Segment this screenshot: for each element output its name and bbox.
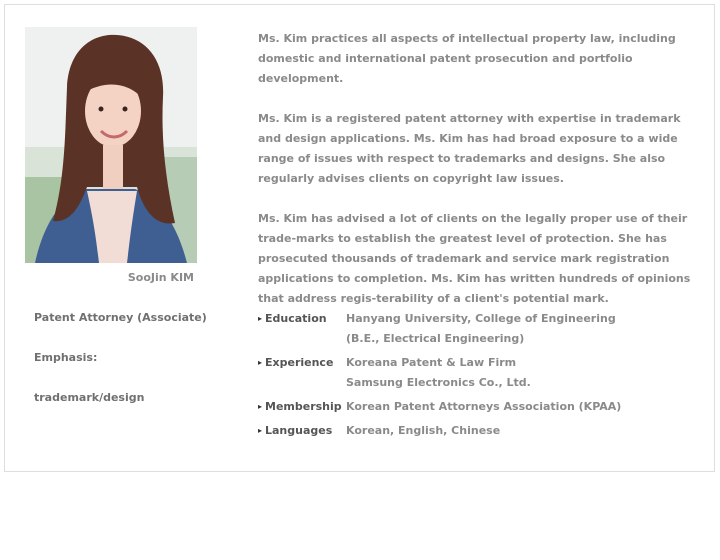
detail-label-text: Membership (265, 400, 342, 413)
bullet-icon: ▸ (258, 426, 263, 435)
profile-title: Patent Attorney (Associate) (34, 311, 207, 324)
bio-paragraph: Ms. Kim has advised a lot of clients on the legally proper use of their trade-marks to establish the greatest level of protection. She has prosecuted thousands of trademark and service mark registration applications to completion. Ms. Kim has written hundreds of opinions that address regis-terability of a client's potential mark. (258, 212, 691, 305)
detail-value: (B.E., Electrical Engineering) (346, 332, 525, 345)
detail-value: Korean Patent Attorneys Association (KPAA) (346, 400, 622, 413)
detail-value: Korean, English, Chinese (346, 424, 501, 437)
profile-card (4, 4, 715, 472)
bullet-icon: ▸ (258, 402, 263, 411)
detail-values-membership (346, 397, 621, 417)
bio-paragraph: Ms. Kim practices all aspects of intellectual property law, including domestic and international patent prosecution and portfolio development. (258, 32, 676, 85)
profile-left-column (25, 27, 200, 284)
detail-label-text: Languages (265, 424, 333, 437)
detail-values-experience (346, 353, 531, 393)
portrait-image (25, 27, 197, 263)
bio-paragraph: Ms. Kim is a registered patent attorney with expertise in trademark and design applications. Ms. Kim has had broad exposure to a wide range of issues with respect to trademarks and designs. She also regularly advises clients on copyright law issues. (258, 112, 681, 185)
profile-side-info (34, 309, 224, 407)
detail-values-education (346, 309, 616, 349)
bullet-icon: ▸ (258, 358, 263, 367)
detail-value: Koreana Patent & Law Firm (346, 356, 517, 369)
profile-photo (25, 27, 197, 263)
detail-value: Hanyang University, College of Engineering (346, 312, 616, 325)
detail-row-languages (258, 421, 708, 441)
emphasis-label: Emphasis: (34, 351, 98, 364)
detail-label-text: Education (265, 312, 327, 325)
profile-name-caption: SooJin KIM (127, 271, 194, 284)
emphasis-value: trademark/design (34, 391, 145, 404)
bullet-icon: ▸ (258, 314, 263, 323)
detail-row-experience (258, 353, 708, 393)
detail-label-experience (258, 353, 346, 393)
detail-label-languages (258, 421, 346, 441)
detail-label-membership (258, 397, 346, 417)
detail-row-membership (258, 397, 708, 417)
detail-label-text: Experience (265, 356, 334, 369)
detail-label-education (258, 309, 346, 349)
detail-row-education (258, 309, 708, 349)
bio-section (258, 29, 700, 329)
detail-value: Samsung Electronics Co., Ltd. (346, 376, 531, 389)
detail-values-languages (346, 421, 500, 441)
details-section (258, 309, 708, 445)
